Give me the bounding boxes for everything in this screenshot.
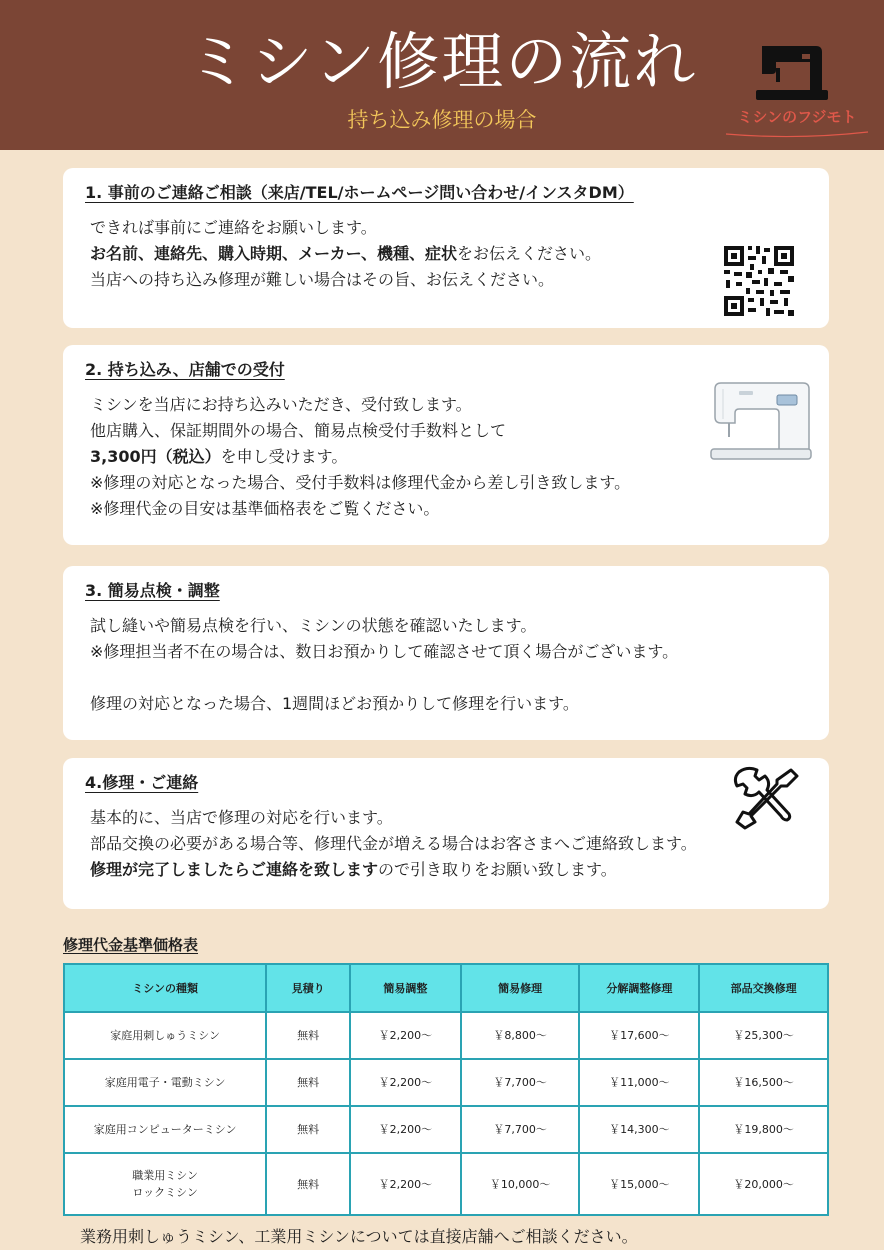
header-banner xyxy=(0,0,884,150)
step-body xyxy=(85,613,809,717)
step-line: お名前、連絡先、購入時期、メーカー、機種、症状をお伝えください。 xyxy=(90,244,602,263)
step-line: 修理の対応となった場合、1週間ほどお預かりして修理を行います。 xyxy=(90,694,579,713)
qr-code-icon[interactable] xyxy=(722,244,796,318)
table-row xyxy=(64,1059,828,1106)
price-table xyxy=(63,963,829,1216)
table-cell: ￥17,600〜 xyxy=(579,1012,699,1059)
price-table-title: 修理代金基準価格表 xyxy=(63,936,199,954)
table-cell: ￥2,200〜 xyxy=(350,1153,461,1215)
footnote: 業務用刺しゅうミシン、工業用ミシンについては直接店舗へご相談ください。 xyxy=(80,1227,638,1246)
column-header: 部品交換修理 xyxy=(699,964,828,1012)
table-cell: ￥20,000〜 xyxy=(699,1153,828,1215)
table-cell: ￥8,800〜 xyxy=(461,1012,580,1059)
step-card-3 xyxy=(63,566,829,740)
page-title: ミシン修理の流れ xyxy=(186,25,698,98)
shop-logo xyxy=(716,40,876,144)
blank-line xyxy=(90,665,809,691)
table-cell: ￥15,000〜 xyxy=(579,1153,699,1215)
column-header: 見積り xyxy=(266,964,350,1012)
sewing-machine-logo-icon xyxy=(716,40,876,110)
table-cell: 無料 xyxy=(266,1012,350,1059)
step-body xyxy=(85,215,809,293)
step-card-4 xyxy=(63,758,829,909)
table-cell: 無料 xyxy=(266,1059,350,1106)
step-body xyxy=(85,392,809,522)
table-cell: ￥25,300〜 xyxy=(699,1012,828,1059)
column-header: 簡易調整 xyxy=(350,964,461,1012)
table-cell: ￥7,700〜 xyxy=(461,1106,580,1153)
table-header-row xyxy=(64,964,828,1012)
step-line: 部品交換の必要がある場合等、修理代金が増える場合はお客さまへご連絡致します。 xyxy=(90,834,697,853)
table-cell: 無料 xyxy=(266,1106,350,1153)
step-line: できれば事前にご連絡をお願いします。 xyxy=(90,218,377,237)
step-body xyxy=(85,805,809,883)
step-line: ※修理担当者不在の場合は、数日お預かりして確認させて頂く場合がございます。 xyxy=(90,642,679,661)
column-header: 簡易修理 xyxy=(461,964,580,1012)
table-cell: ￥19,800〜 xyxy=(699,1106,828,1153)
table-cell: ￥16,500〜 xyxy=(699,1059,828,1106)
table-cell: 家庭用コンピューターミシン xyxy=(64,1106,266,1153)
step-heading: 2. 持ち込み、店舗での受付 xyxy=(85,360,285,379)
step-heading: 3. 簡易点検・調整 xyxy=(85,581,220,600)
table-cell: ￥2,200〜 xyxy=(350,1059,461,1106)
step-line: 試し縫いや簡易点検を行い、ミシンの状態を確認いたします。 xyxy=(90,616,537,635)
step-heading: 4.修理・ご連絡 xyxy=(85,773,199,792)
step-line: 当店への持ち込み修理が難しい場合はその旨、お伝えください。 xyxy=(90,270,555,289)
page-subtitle: 持ち込み修理の場合 xyxy=(347,108,537,132)
step-card-1 xyxy=(63,168,829,328)
table-cell: ￥11,000〜 xyxy=(579,1059,699,1106)
sewing-machine-icon xyxy=(709,379,813,463)
table-cell: ￥10,000〜 xyxy=(461,1153,580,1215)
table-cell: 職業用ミシン ロックミシン xyxy=(64,1153,266,1215)
tools-icon xyxy=(729,766,799,832)
logo-underline xyxy=(716,124,876,144)
step-line: 基本的に、当店で修理の対応を行います。 xyxy=(90,808,393,827)
table-cell: ￥2,200〜 xyxy=(350,1012,461,1059)
step-line: 他店購入、保証期間外の場合、簡易点検受付手数料として xyxy=(90,421,507,440)
table-row xyxy=(64,1106,828,1153)
table-row xyxy=(64,1153,828,1215)
table-cell: ￥7,700〜 xyxy=(461,1059,580,1106)
logo-text: ミシンのフジモト xyxy=(737,108,857,126)
step-line: ※修理代金の目安は基準価格表をご覧ください。 xyxy=(90,499,440,518)
table-cell: 家庭用刺しゅうミシン xyxy=(64,1012,266,1059)
table-cell: 家庭用電子・電動ミシン xyxy=(64,1059,266,1106)
step-card-2 xyxy=(63,345,829,545)
column-header: ミシンの種類 xyxy=(64,964,266,1012)
column-header: 分解調整修理 xyxy=(579,964,699,1012)
step-line: 修理が完了しましたらご連絡を致しますので引き取りをお願い致します。 xyxy=(90,860,617,879)
table-row xyxy=(64,1012,828,1059)
step-line: 3,300円（税込）を申し受けます。 xyxy=(90,447,348,466)
step-heading: 1. 事前のご連絡ご相談（来店/TEL/ホームページ問い合わせ/インスタDM） xyxy=(85,183,634,202)
table-cell: ￥14,300〜 xyxy=(579,1106,699,1153)
step-line: ※修理の対応となった場合、受付手数料は修理代金から差し引き致します。 xyxy=(90,473,631,492)
step-line: ミシンを当店にお持ち込みいただき、受付致します。 xyxy=(90,395,472,414)
table-cell: 無料 xyxy=(266,1153,350,1215)
table-cell: ￥2,200〜 xyxy=(350,1106,461,1153)
